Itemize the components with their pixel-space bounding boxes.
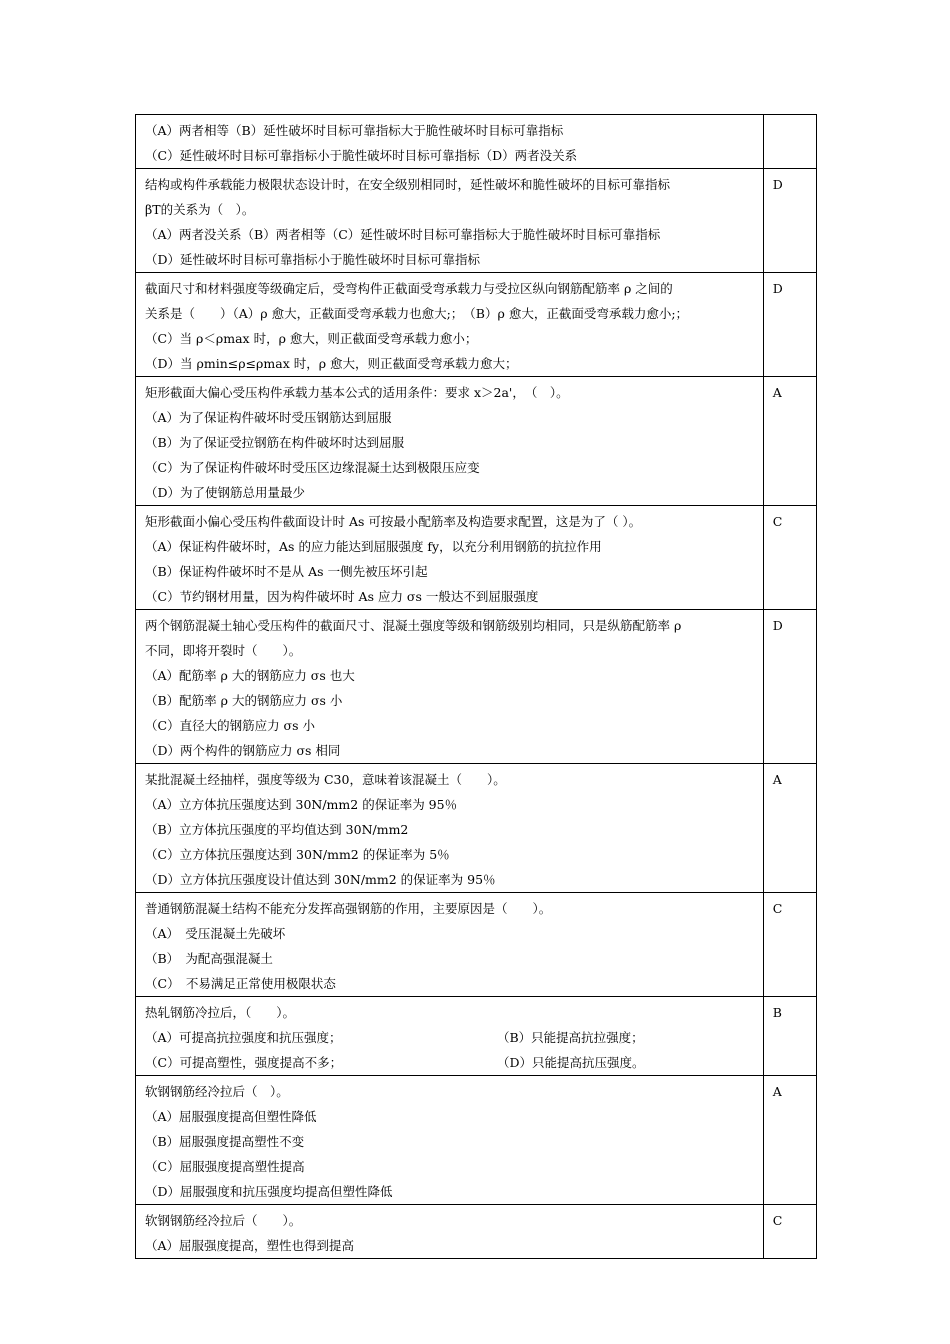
question-line: （A）两者没关系（B）两者相等（C）延性破坏时目标可靠指标大于脆性破坏时目标可靠指标: [145, 227, 661, 242]
option-pair: [145, 1025, 756, 1050]
question-row: [136, 169, 817, 273]
answer-cell: C: [763, 1205, 816, 1259]
question-cell: [136, 377, 764, 506]
question-row: [136, 610, 817, 764]
question-line: 热轧钢筋冷拉后，（ ）。: [145, 1005, 296, 1020]
question-line: （C）节约钢材用量，因为构件破坏时 As 应力 σs 一般达不到屈服强度: [145, 589, 539, 604]
question-row: [136, 377, 817, 506]
question-cell: [136, 115, 764, 169]
question-line: （A）屈服强度提高但塑性降低: [145, 1109, 317, 1124]
question-table-body: [136, 115, 817, 1259]
question-line: 软钢钢筋经冷拉后（ ）。: [145, 1213, 302, 1228]
question-cell: [136, 169, 764, 273]
option-text: （A）可提高抗拉强度和抗压强度；: [145, 1030, 342, 1045]
question-line: 结构或构件承载能力极限状态设计时，在安全级别相同时，延性破坏和脆性破坏的目标可靠指标: [145, 177, 671, 192]
question-line: （D）当 ρmin≤ρ≤ρmax 时，ρ 愈大，则正截面受弯承载力愈大；: [145, 356, 518, 371]
question-line: （B）配筋率 ρ 大的钢筋应力 σs 小: [145, 693, 343, 708]
question-cell: [136, 506, 764, 610]
question-row: [136, 997, 817, 1076]
question-line: （A） 受压混凝土先破坏: [145, 926, 286, 941]
question-line: （C）当 ρ＜ρmax 时，ρ 愈大，则正截面受弯承载力愈小；: [145, 331, 478, 346]
answer-cell: A: [763, 1076, 816, 1205]
question-row: [136, 1076, 817, 1205]
answer-cell: D: [763, 273, 816, 377]
question-line: （C）延性破坏时目标可靠指标小于脆性破坏时目标可靠指标（D）两者没关系: [145, 148, 578, 163]
answer-cell: C: [763, 506, 816, 610]
question-cell: [136, 1205, 764, 1259]
question-cell: [136, 764, 764, 893]
question-line: 矩形截面小偏心受压构件截面设计时 As 可按最小配筋率及构造要求配置，这是为了（ ）。: [145, 514, 642, 529]
option-pair: [145, 1050, 756, 1075]
question-line: （B） 为配高强混凝土: [145, 951, 273, 966]
question-line: βT的关系为（ ）。: [145, 202, 255, 217]
question-line: （D）延性破坏时目标可靠指标小于脆性破坏时目标可靠指标: [145, 252, 481, 267]
answer-cell: A: [763, 377, 816, 506]
question-line: 某批混凝土经抽样，强度等级为 C30，意味着该混凝土（ ）。: [145, 772, 506, 787]
option-text: （B）只能提高抗拉强度；: [497, 1030, 644, 1045]
question-line: （A）配筋率 ρ 大的钢筋应力 σs 也大: [145, 668, 355, 683]
question-line: 截面尺寸和材料强度等级确定后，受弯构件正截面受弯承载力与受拉区纵向钢筋配筋率 ρ 之间的: [145, 281, 673, 296]
question-line: （C）直径大的钢筋应力 σs 小: [145, 718, 315, 733]
question-table: [135, 114, 817, 1259]
answer-cell: [763, 115, 816, 169]
question-row: [136, 893, 817, 997]
question-row: [136, 764, 817, 893]
question-row: [136, 115, 817, 169]
question-line: （C） 不易满足正常使用极限状态: [145, 976, 336, 991]
question-cell: [136, 1076, 764, 1205]
question-row: [136, 1205, 817, 1259]
question-line: （D）立方体抗压强度设计值达到 30N/mm2 的保证率为 95％: [145, 872, 496, 887]
question-line: （D）为了使钢筋总用量最少: [145, 485, 306, 500]
question-line: （A）保证构件破坏时，As 的应力能达到屈服强度 fy，以充分利用钢筋的抗拉作用: [145, 539, 602, 554]
question-line: （A）为了保证构件破坏时受压钢筋达到屈服: [145, 410, 392, 425]
question-row: [136, 506, 817, 610]
question-cell: [136, 273, 764, 377]
question-line: 普通钢筋混凝土结构不能充分发挥高强钢筋的作用，主要原因是（ ）。: [145, 901, 552, 916]
answer-cell: D: [763, 610, 816, 764]
question-line: （D）两个构件的钢筋应力 σs 相同: [145, 743, 341, 758]
question-line: （C）为了保证构件破坏时受压区边缘混凝土达到极限压应变: [145, 460, 480, 475]
question-line: （A）两者相等（B）延性破坏时目标可靠指标大于脆性破坏时目标可靠指标: [145, 123, 564, 138]
answer-cell: D: [763, 169, 816, 273]
question-line: 关系是（ ）（A）ρ 愈大，正截面受弯承载力也愈大;； （B）ρ 愈大，正截面受弯承载力愈小;；: [145, 306, 689, 321]
question-line: （D）屈服强度和抗压强度均提高但塑性降低: [145, 1184, 393, 1199]
question-line: （B）立方体抗压强度的平均值达到 30N/mm2: [145, 822, 409, 837]
answer-cell: C: [763, 893, 816, 997]
question-line: （A）屈服强度提高，塑性也得到提高: [145, 1238, 355, 1253]
question-line: 两个钢筋混凝土轴心受压构件的截面尺寸、混凝土强度等级和钢筋级别均相同，只是纵筋配筋率 ρ: [145, 618, 682, 633]
answer-cell: A: [763, 764, 816, 893]
question-cell: [136, 997, 764, 1076]
question-line: （B）保证构件破坏时不是从 As 一侧先被压坏引起: [145, 564, 428, 579]
option-text: （C）可提高塑性，强度提高不多；: [145, 1055, 343, 1070]
answer-cell: B: [763, 997, 816, 1076]
question-line: （B）为了保证受拉钢筋在构件破坏时达到屈服: [145, 435, 405, 450]
question-line: 矩形截面大偏心受压构件承载力基本公式的适用条件：要求 x＞2a'， （ ）。: [145, 385, 569, 400]
question-cell: [136, 893, 764, 997]
question-line: （C）屈服强度提高塑性提高: [145, 1159, 305, 1174]
option-text: （D）只能提高抗压强度。: [497, 1055, 645, 1070]
question-cell: [136, 610, 764, 764]
question-line: 不同，即将开裂时（ ）。: [145, 643, 302, 658]
question-line: （C）立方体抗压强度达到 30N/mm2 的保证率为 5％: [145, 847, 450, 862]
question-line: 软钢钢筋经冷拉后（ ）。: [145, 1084, 289, 1099]
question-line: （B）屈服强度提高塑性不变: [145, 1134, 305, 1149]
question-row: [136, 273, 817, 377]
question-line: （A）立方体抗压强度达到 30N/mm2 的保证率为 95％: [145, 797, 458, 812]
